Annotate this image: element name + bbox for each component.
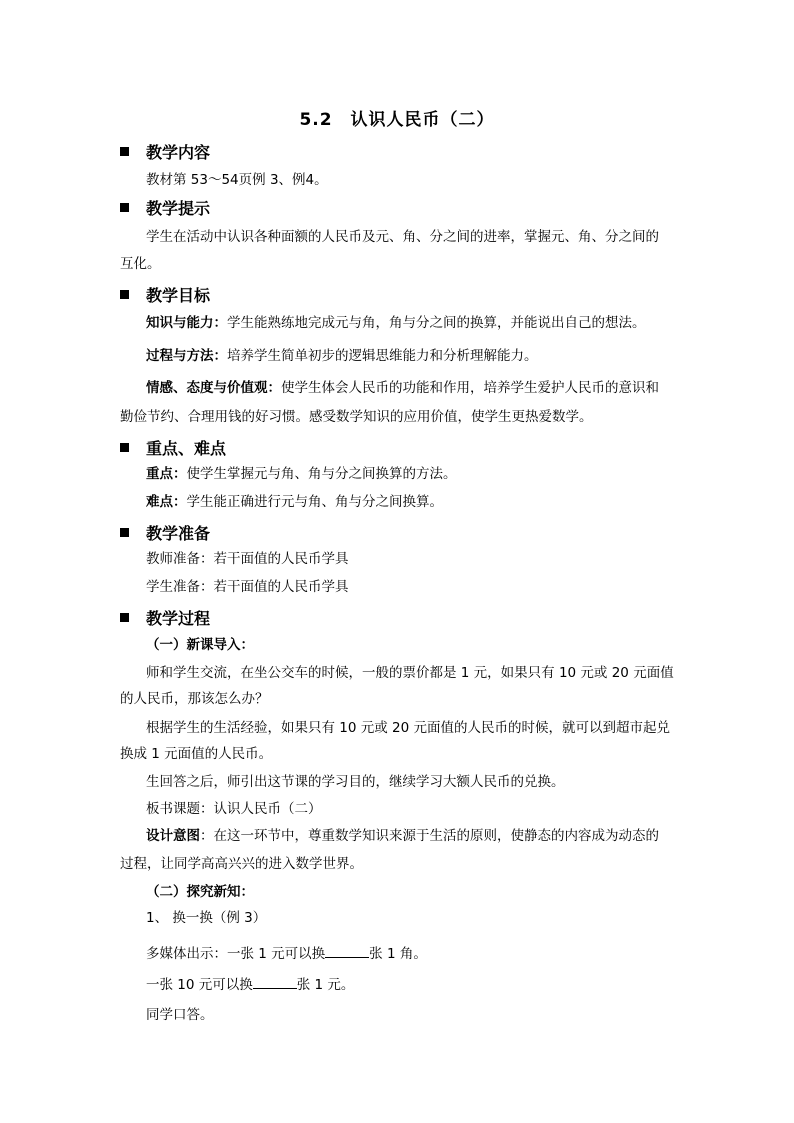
answer-blank (325, 943, 369, 958)
question-text: 张 1 角。 (369, 946, 427, 962)
heading-goals (120, 283, 210, 306)
goal-emotion-line-2: 勤俭节约、合理用钱的好习惯。感受数学知识的应用价值，使学生更热爱数学。 (120, 409, 593, 425)
goal-knowledge (146, 314, 646, 332)
key-point (146, 465, 457, 483)
key-label: 重点： (146, 466, 187, 482)
prep-student: 学生准备：若干面值的人民币学具 (146, 579, 349, 595)
key-label: 难点： (146, 494, 187, 510)
goal-emotion (146, 379, 659, 397)
heading-label: 教学提示 (146, 199, 211, 218)
goal-text: 学生能熟练地完成元与角，角与分之间的换算，并能说出自己的想法。 (227, 315, 646, 331)
prep-teacher: 教师准备：若干面值的人民币学具 (146, 551, 349, 567)
design-intent (146, 827, 659, 845)
exercise-question-1 (146, 943, 427, 963)
process-line: 生回答之后，师引出这节课的学习目的，继续学习大额人民币的兑换。 (146, 774, 565, 790)
heading-preparation (120, 521, 210, 544)
heading-content (120, 140, 210, 163)
subheading-intro: （一）新课导入： (146, 637, 254, 653)
heading-label: 教学目标 (146, 286, 211, 305)
hint-line-1: 学生在活动中认识各种面额的人民币及元、角、分之间的进率，掌握元、角、分之间的 (146, 229, 659, 245)
exercise-question-2 (146, 974, 354, 994)
heading-key-points (120, 436, 226, 459)
heading-hint (120, 196, 210, 219)
question-text: 张 1 元。 (296, 977, 355, 993)
process-line: 换成 1 元面值的人民币。 (120, 746, 273, 762)
design-label: 设计意图 (146, 828, 200, 844)
goal-process (146, 347, 538, 365)
goal-label: 情感、态度与价值观： (146, 380, 281, 396)
process-line: 的人民币，那该怎么办？ (120, 691, 269, 707)
square-bullet-icon (120, 290, 129, 299)
design-intent-line-2: 过程，让同学高高兴兴的进入数学世界。 (120, 856, 363, 872)
board-topic: 板书课题：认识人民币（二） (146, 801, 322, 817)
goal-text: 使学生体会人民币的功能和作用，培养学生爱护人民币的意识和 (281, 380, 659, 396)
goal-label: 过程与方法： (146, 348, 227, 364)
content-text: 教材第 53～54页例 3、例4。 (146, 172, 328, 188)
heading-label: 教学内容 (146, 143, 211, 162)
heading-process (120, 606, 210, 629)
process-line: 根据学生的生活经验，如果只有 10 元或 20 元面值的人民币的时候，就可以到超市起兑 (146, 720, 671, 736)
question-text: 多媒体出示：一张 1 元可以换 (146, 946, 326, 962)
heading-label: 教学准备 (146, 524, 211, 543)
goal-text: 培养学生简单初步的逻辑思维能力和分析理解能力。 (227, 348, 538, 364)
heading-label: 重点、难点 (146, 439, 227, 458)
hint-line-2: 互化。 (120, 256, 161, 272)
square-bullet-icon (120, 147, 129, 156)
goal-label: 知识与能力： (146, 315, 227, 331)
exercise-title: 1、 换一换（例 3） (146, 910, 267, 926)
design-text: ：在这一环节中，尊重数学知识来源于生活的原则，使静态的内容成为动态的 (200, 828, 659, 844)
question-text: 一张 10 元可以换 (146, 977, 253, 993)
difficult-point (146, 493, 443, 511)
answer-blank (253, 974, 297, 989)
square-bullet-icon (120, 528, 129, 537)
square-bullet-icon (120, 203, 129, 212)
key-text: 使学生掌握元与角、角与分之间换算的方法。 (186, 466, 457, 482)
page-title: 5.2 认识人民币（二） (299, 110, 495, 130)
subheading-explore: （二）探究新知： (146, 884, 254, 900)
heading-label: 教学过程 (146, 609, 211, 628)
key-text: 学生能正确进行元与角、角与分之间换算。 (186, 494, 443, 510)
square-bullet-icon (120, 613, 129, 622)
square-bullet-icon (120, 443, 129, 452)
process-line: 师和学生交流，在坐公交车的时候，一般的票价都是 1 元，如果只有 10 元或 20 元面值 (146, 665, 674, 681)
exercise-answer: 同学口答。 (146, 1007, 214, 1023)
